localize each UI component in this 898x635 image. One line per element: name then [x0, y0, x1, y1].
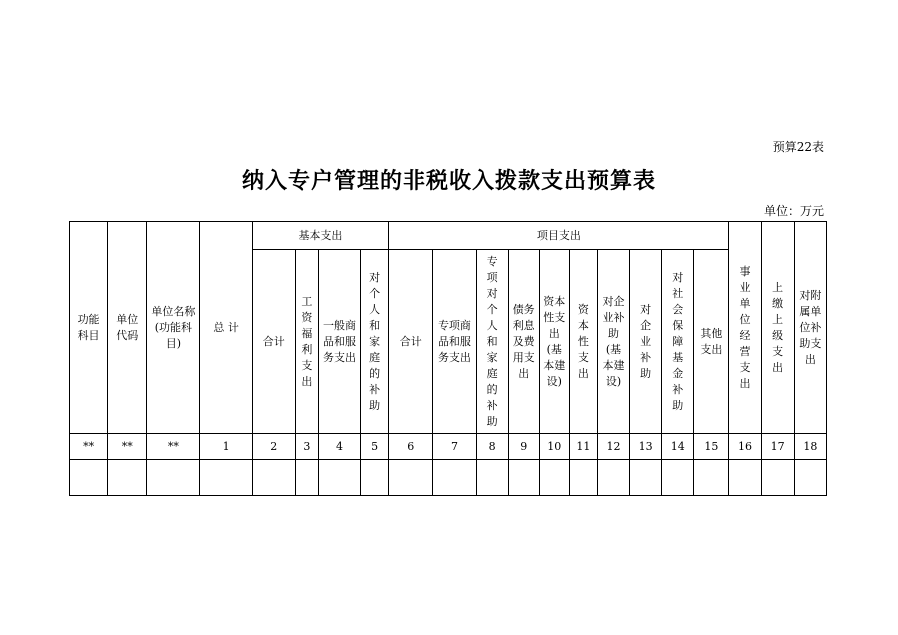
table-row	[70, 460, 827, 496]
table-cell[interactable]	[295, 460, 318, 496]
column-number-row	[70, 434, 827, 460]
table-cell[interactable]	[539, 460, 569, 496]
header-basic-wages: 工资福利支出	[295, 250, 318, 434]
header-group-project: 项目支出	[389, 222, 729, 250]
header-project-subtotal: 合计	[389, 250, 433, 434]
form-number: 预算22表	[772, 140, 824, 154]
table-cell[interactable]	[729, 460, 761, 496]
header-unit-code: 单位代码	[108, 222, 147, 434]
page-title: 纳入专户管理的非税收入拨款支出预算表	[241, 169, 656, 194]
column-number: 2	[252, 434, 295, 460]
table-cell[interactable]	[630, 460, 662, 496]
table-cell[interactable]	[597, 460, 629, 496]
header-project-enterprise: 对企业补助	[630, 250, 662, 434]
column-number: 11	[569, 434, 597, 460]
table-cell[interactable]	[361, 460, 389, 496]
table-cell[interactable]	[508, 460, 539, 496]
budget-table	[69, 221, 827, 496]
table-cell[interactable]	[200, 460, 252, 496]
column-number: 7	[433, 434, 476, 460]
column-number: 16	[729, 434, 761, 460]
column-number: 18	[794, 434, 826, 460]
header-basic-personal-family: 对个人和家庭的补助	[361, 250, 389, 434]
table-cell[interactable]	[147, 460, 200, 496]
header-project-other: 其他支出	[694, 250, 729, 434]
header-business-ops: 事业单位经营支出	[729, 222, 761, 434]
column-number: 5	[361, 434, 389, 460]
column-number: **	[108, 434, 147, 460]
header-func-subject: 功能科目	[70, 222, 108, 434]
column-number: 9	[508, 434, 539, 460]
header-group-basic: 基本支出	[252, 222, 389, 250]
header-basic-subtotal: 合计	[252, 250, 295, 434]
column-number: 13	[630, 434, 662, 460]
table-cell[interactable]	[662, 460, 694, 496]
column-number: 8	[476, 434, 508, 460]
unit-label: 单位：万元	[763, 204, 824, 218]
column-number: 17	[761, 434, 794, 460]
column-number: 14	[662, 434, 694, 460]
column-number: 6	[389, 434, 433, 460]
table-cell[interactable]	[476, 460, 508, 496]
header-turn-over: 上缴上级支出	[761, 222, 794, 434]
header-project-social-security: 对社会保障基金补助	[662, 250, 694, 434]
header-unit-name: 单位名称(功能科目)	[147, 222, 200, 434]
table-cell[interactable]	[694, 460, 729, 496]
column-number: 15	[694, 434, 729, 460]
header-project-enterprise-infra: 对企业补助(基本建设)	[597, 250, 629, 434]
header-affiliated: 对附属单位补助支出	[794, 222, 826, 434]
column-number: 1	[200, 434, 252, 460]
header-total: 总 计	[200, 222, 252, 434]
table-cell[interactable]	[70, 460, 108, 496]
column-number: **	[147, 434, 200, 460]
table-cell[interactable]	[433, 460, 476, 496]
table-cell[interactable]	[761, 460, 794, 496]
table-cell[interactable]	[389, 460, 433, 496]
table-cell[interactable]	[252, 460, 295, 496]
column-number: 12	[597, 434, 629, 460]
header-project-special-goods: 专项商品和服务支出	[433, 250, 476, 434]
table-cell[interactable]	[569, 460, 597, 496]
header-project-debt-interest: 债务利息及费用支出	[508, 250, 539, 434]
column-number: 3	[295, 434, 318, 460]
table-cell[interactable]	[794, 460, 826, 496]
table-cell[interactable]	[108, 460, 147, 496]
header-project-capital-infra: 资本性支出(基本建设)	[539, 250, 569, 434]
table-cell[interactable]	[318, 460, 360, 496]
column-number: 10	[539, 434, 569, 460]
header-basic-goods-services: 一般商品和服务支出	[318, 250, 360, 434]
column-number: 4	[318, 434, 360, 460]
header-project-special-personal: 专项对个人和家庭的补助	[476, 250, 508, 434]
column-number: **	[70, 434, 108, 460]
header-project-capital: 资本性支出	[569, 250, 597, 434]
